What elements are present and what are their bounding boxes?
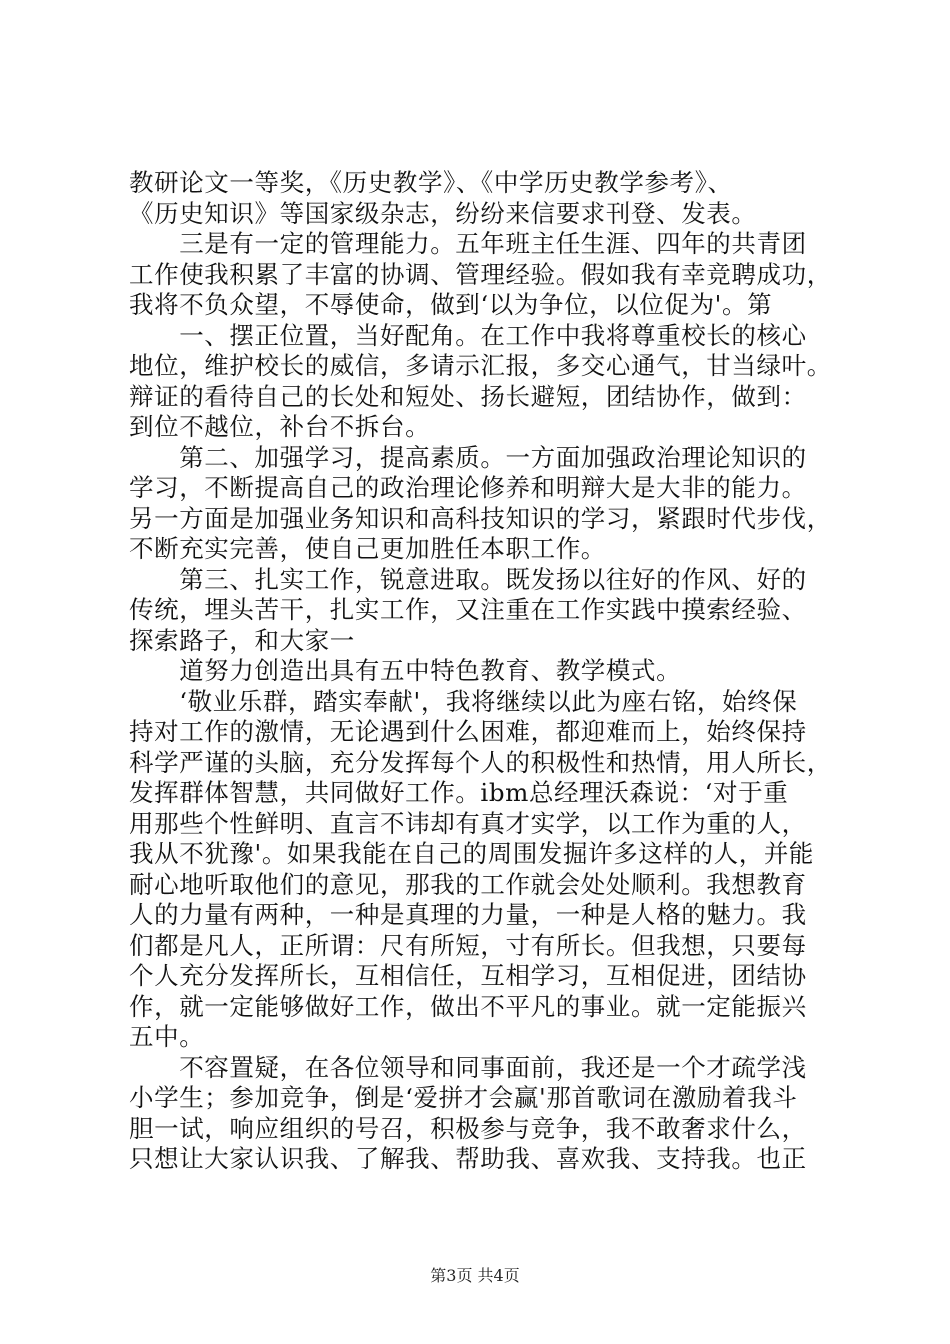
text-line: 用那些个性鲜明、直言不讳却有真才实学，以工作为重的人， [129, 808, 807, 838]
text-line: 持对工作的激情，无论遇到什么困难，都迎难而上，始终保持 [129, 717, 807, 746]
text-line: 我将不负众望，不辱使命，做到‘以为争位，以位促为'。第 [129, 290, 773, 319]
text-line: 作，就一定能够做好工作，做出不平凡的事业。就一定能振兴 [129, 991, 807, 1021]
text-line: 发挥群体智慧，共同做好工作。ibm总经理沃森说：‘对于重 [129, 778, 789, 807]
text-line: 人的力量有两种，一种是真理的力量，一种是人格的魅力。我 [129, 900, 807, 929]
text-line: 《历史知识》等国家级杂志，纷纷来信要求刊登、发表。 [129, 198, 757, 228]
text-line: 探索路子，和大家一 [129, 625, 355, 655]
text-line: 传统，埋头苦干，扎实工作，又注重在工作实践中摸索经验、 [129, 595, 807, 624]
text-line: 个人充分发挥所长，互相信任，互相学习，互相促进，团结协 [129, 961, 807, 990]
text-line: 道努力创造出具有五中特色教育、教学模式。 [129, 656, 682, 685]
document-body [129, 168, 834, 1175]
text-line: 小学生；参加竞争，倒是‘爱拼才会赢'那首歌词在激励着我斗 [129, 1083, 798, 1112]
text-line: 不容置疑，在各位领导和同事面前，我还是一个才疏学浅 [129, 1052, 807, 1082]
text-line: 一、摆正位置，当好配角。在工作中我将尊重校长的核心 [129, 320, 807, 350]
text-line: 们都是凡人，正所谓：尺有所短，寸有所长。但我想，只要每 [129, 930, 807, 960]
text-line: 胆一试，响应组织的号召，积极参与竞争，我不敢奢求什么， [129, 1113, 807, 1143]
text-line: 第二、加强学习，提高素质。一方面加强政治理论知识的 [129, 442, 807, 472]
text-line: 第三、扎实工作，锐意进取。既发扬以往好的作风、好的 [129, 564, 807, 594]
page-footer: 第3页 共4页 [430, 1266, 520, 1285]
text-line: 另一方面是加强业务知识和高科技知识的学习，紧跟时代步伐， [129, 503, 832, 533]
text-line: 教研论文一等奖，《历史教学》、《中学历史教学参考》、 [129, 168, 733, 197]
text-line: 到位不越位，补台不拆台。 [129, 412, 431, 441]
text-line: 只想让大家认识我、了解我、帮助我、喜欢我、支持我。也正 [129, 1144, 807, 1173]
text-line: 辩证的看待自己的长处和短处、扬长避短，团结协作，做到： [129, 381, 807, 411]
text-line: 我从不犹豫'。如果我能在自己的周围发掘许多这样的人，并能 [129, 839, 815, 868]
text-line: ‘敬业乐群，踏实奉献'，我将继续以此为座右铭，始终保 [129, 686, 798, 716]
text-line: 工作使我积累了丰富的协调、管理经验。假如我有幸竞聘成功， [129, 259, 832, 289]
text-line: 科学严谨的头脑，充分发挥每个人的积极性和热情，用人所长， [129, 747, 832, 777]
text-line: 五中。 [129, 1022, 205, 1051]
text-line: 地位，维护校长的威信，多请示汇报，多交心通气，甘当绿叶。 [129, 351, 832, 380]
text-line: 学习，不断提高自己的政治理论修养和明辩大是大非的能力。 [129, 473, 807, 502]
text-line: 耐心地听取他们的意见，那我的工作就会处处顺利。我想教育 [129, 869, 807, 899]
text-line: 三是有一定的管理能力。五年班主任生涯、四年的共青团 [129, 229, 807, 258]
text-line: 不断充实完善，使自己更加胜任本职工作。 [129, 534, 606, 563]
